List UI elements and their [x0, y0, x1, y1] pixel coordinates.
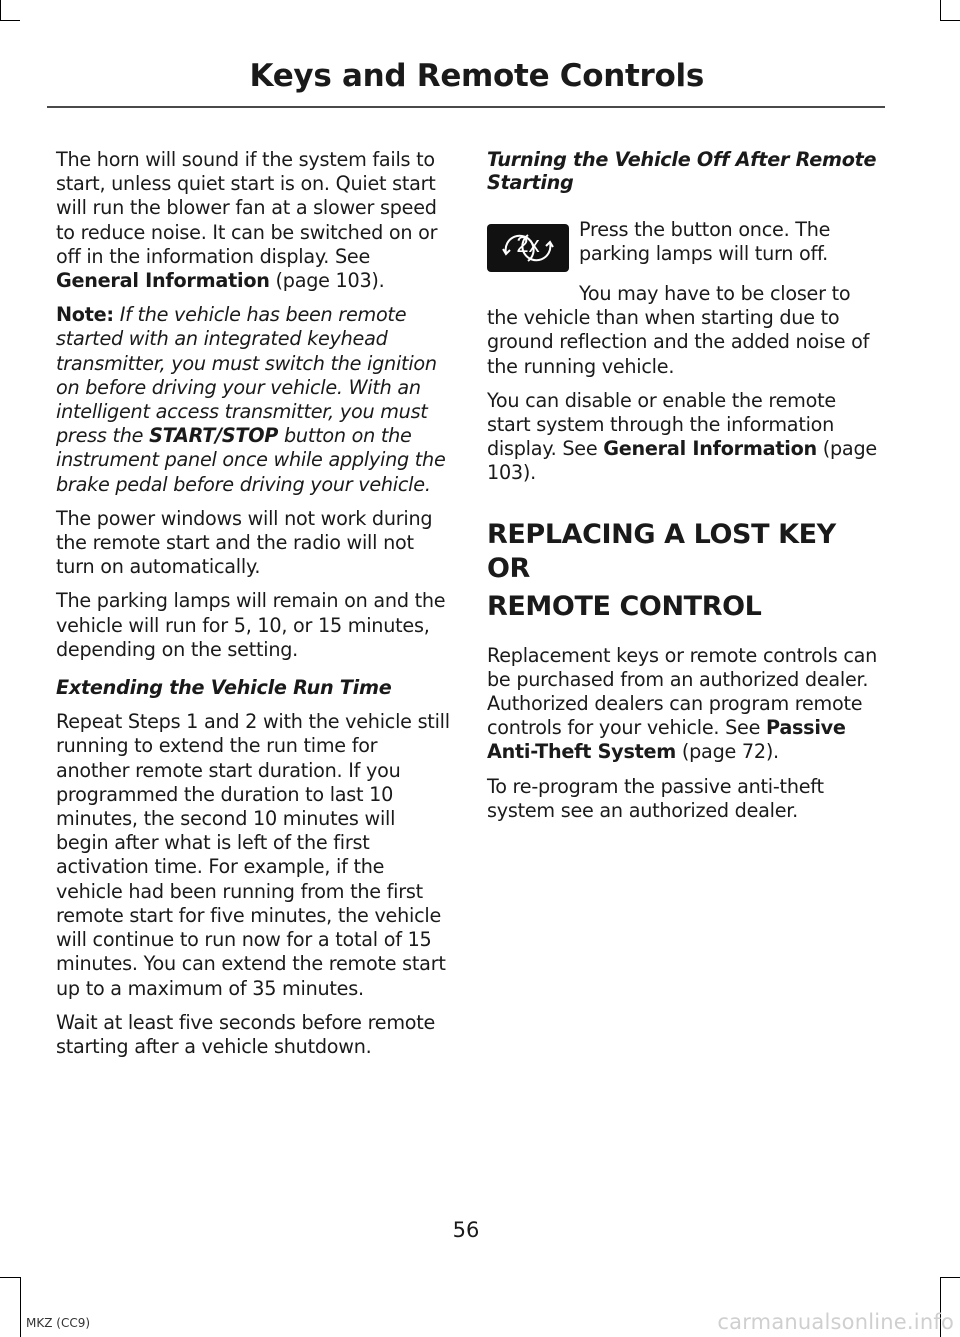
- paragraph: Press the button once. The parking lamps will turn off.: [579, 218, 831, 266]
- page-number: 56: [452, 1218, 480, 1242]
- note: [56, 303, 450, 497]
- paragraph: The power windows will not work during the remote start and the radio will not turn on automatically.: [56, 506, 433, 579]
- page-title: Keys and Remote Controls: [249, 58, 704, 94]
- cross-reference-link[interactable]: General Information: [603, 437, 817, 461]
- crop-mark: [0, 0, 1, 20]
- right-column: [487, 148, 881, 833]
- model-code: MKZ (CC9): [26, 1316, 91, 1330]
- crop-mark: [0, 1277, 20, 1278]
- paragraph: You may have to be closer to the vehicle than when starting due to ground reflection and the added noise of the running vehicle.: [487, 282, 870, 378]
- note-button-name: START/STOP: [149, 424, 279, 448]
- watermark: carmanualsonline.info: [717, 1310, 954, 1334]
- paragraph-text: The horn will sound if the system fails to start, unless quiet start is on. Quiet start will run the blower fan at a slower speed to reduce noise. It can be switched on or off in the information display. See: [56, 148, 438, 268]
- remote-start-2x-icon: [487, 224, 569, 272]
- page-reference: (page 103).: [269, 269, 385, 293]
- note-text: button on the instrument panel once while applying the brake pedal before driving your vehicle.: [56, 424, 446, 496]
- note-label: Note:: [56, 303, 114, 327]
- crop-mark: [940, 20, 960, 21]
- crop-mark: [20, 1277, 21, 1337]
- section-heading-line: REPLACING A LOST KEY OR: [487, 518, 836, 584]
- crop-mark: [0, 20, 20, 21]
- instruction-row: [487, 218, 881, 272]
- header-divider: [47, 106, 885, 108]
- page-reference: (page 103).: [487, 437, 877, 485]
- left-column: [56, 148, 450, 1069]
- paragraph-text: Replacement keys or remote controls can be purchased from an authorized dealer. Authorized dealers can program remote controls for your vehicle. See: [487, 643, 878, 740]
- paragraph: To re-program the passive anti-theft system see an authorized dealer.: [487, 774, 824, 822]
- paragraph: Repeat Steps 1 and 2 with the vehicle still running to extend the run time for another remote start duration. If you programmed the duration to last 10 minutes, the second 10 minutes will begin after what is left of the first activation time. For example, if the vehicle had been running from the first remote start for five minutes, the vehicle will continue to run now for a total of 15 minutes. You can extend the remote start up to a maximum of 35 minutes.: [56, 710, 450, 1000]
- cross-reference-link[interactable]: Passive Anti-Theft System: [487, 716, 846, 764]
- page-reference: (page 72).: [676, 740, 779, 764]
- crop-mark: [940, 0, 941, 20]
- paragraph: [56, 148, 450, 293]
- icon-label: 2x: [516, 232, 540, 257]
- section-heading: [487, 518, 881, 624]
- crop-mark: [940, 1277, 960, 1278]
- section-heading-line: REMOTE CONTROL: [487, 590, 762, 622]
- note-text: If the vehicle has been remote started with an integrated keyhead transmitter, you must switch the ignition on before driving your vehicle. With an intelligent access transmitter, you must press the: [56, 303, 437, 448]
- cross-reference-link[interactable]: General Information: [56, 269, 270, 293]
- paragraph: [487, 644, 881, 765]
- subheading: Extending the Vehicle Run Time: [56, 676, 392, 700]
- paragraph-text: You can disable or enable the remote start system through the information display. See: [487, 388, 836, 461]
- subheading: Turning the Vehicle Off After Remote Starting: [487, 148, 877, 194]
- paragraph: [487, 389, 881, 486]
- paragraph: The parking lamps will remain on and the vehicle will run for 5, 10, or 15 minutes, depending on the setting.: [56, 589, 446, 661]
- paragraph: Wait at least five seconds before remote starting after a vehicle shutdown.: [56, 1010, 436, 1058]
